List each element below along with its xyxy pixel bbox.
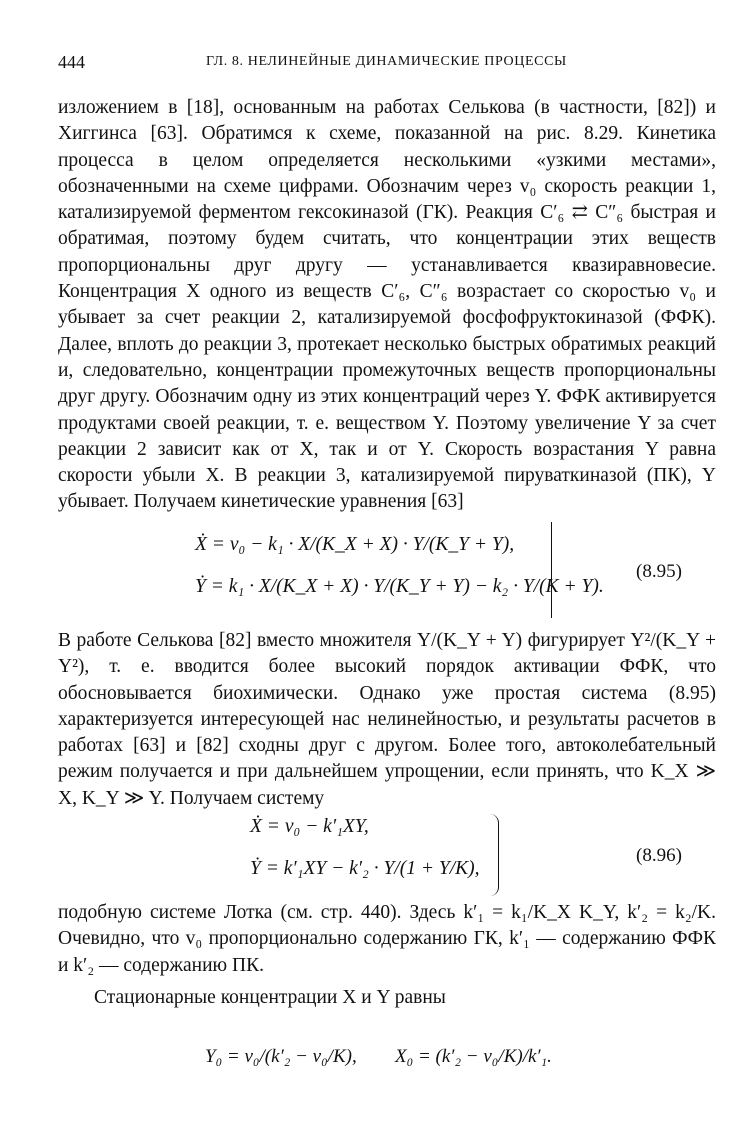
page-header	[58, 52, 716, 76]
paragraph-2: В работе Селькова [82] вместо множителя Y/(K_Y + Y) фигурирует Y²/(K_Y + Y²), т. е. вводится более высокий порядок активации ФФК, что обосновывается биохимически. Однако уже простая система (8.95) характеризуется интересующей нас нелинейностью, и результаты расчетов в работах [63] и [82] сходны друг с другом. Более того, автоколебательный режим получается и при дальнейшем упрощении, если принять, что K_X ≫ X, K_Y ≫ Y. Получаем систему	[58, 630, 716, 809]
equation-8-95-number: (8.95)	[636, 561, 682, 582]
stationary-equations	[205, 1028, 565, 1088]
equation-8-96-brace	[490, 814, 499, 896]
equation-8-95-line-2: Ẏ = k₁ · X/(K_X + X) · Y/(K_Y + Y) − k₂ · Y/(K + Y).	[195, 576, 604, 597]
equation-8-95	[195, 520, 604, 620]
equation-8-96-number: (8.96)	[636, 845, 682, 866]
x0-formula: X₀ = (k′₂ − v₀/K)/k′₁.	[395, 1046, 552, 1067]
paragraph-4: Стационарные концентрации X и Y равны	[94, 987, 446, 1008]
equation-8-96-line-1: Ẋ = v₀ − k′₁XY,	[250, 816, 369, 837]
page-number: 444	[58, 52, 85, 72]
y0-formula: Y₀ = v₀/(k′₂ − v₀/K),	[205, 1046, 357, 1067]
equation-8-96-line-2: Ẏ = k′₁XY − k′₂ · Y/(1 + Y/K),	[250, 858, 480, 879]
equation-8-95-line-1: Ẋ = v₀ − k₁ · X/(K_X + X) · Y/(K_Y + Y),	[195, 534, 515, 555]
equation-8-95-brace	[545, 522, 552, 618]
running-title: ГЛ. 8. НЕЛИНЕЙНЫЕ ДИНАМИЧЕСКИЕ ПРОЦЕССЫ	[206, 54, 567, 69]
paragraph-3: подобную системе Лотка (см. стр. 440). Здесь k′₁ = k₁/K_X K_Y, k′₂ = k₂/K. Очевидно, что v₀ пропорционально содержанию ГК, k′₁ — содержанию ФФК и k′₂ — содержанию ПК.	[58, 902, 716, 976]
paragraph-1: изложением в [18], основанным на работах Селькова (в частности, [82]) и Хиггинса [63]. Обратимся к схеме, показанной на рис. 8.29. Кинетика процесса в целом определяется несколькими «узкими местами», обозначенными на схеме цифрами. Обозначим через v₀ скорость реакции 1, катализируемой ферментом гексокиназой (ГК). Реакция C′₆ ⇄ C″₆ быстрая и обратимая, поэтому будем считать, что концентрации этих веществ пропорциональны друг другу — устанавливается квазиравновесие. Концентрация X одного из веществ C′₆, C″₆ возрастает со скоростью v₀ и убывает за счет реакции 2, катализируемой фосфофруктокиназой (ФФК). Далее, вплоть до реакции 3, протекает несколько быстрых обратимых реакций и, следовательно, концентрации промежуточных веществ пропорциональны друг другу. Обозначим одну из этих концентраций через Y. ФФК активируется продуктами своей реакции, т. е. веществом Y. Поэтому увеличение Y за счет реакции 2 зависит как от X, так и от Y. Скорость возрастания Y равна скорости убыли X. В реакции 3, катализируемой пируваткиназой (ПК), Y убывает. Получаем кинетические уравнения [63]	[58, 97, 716, 513]
